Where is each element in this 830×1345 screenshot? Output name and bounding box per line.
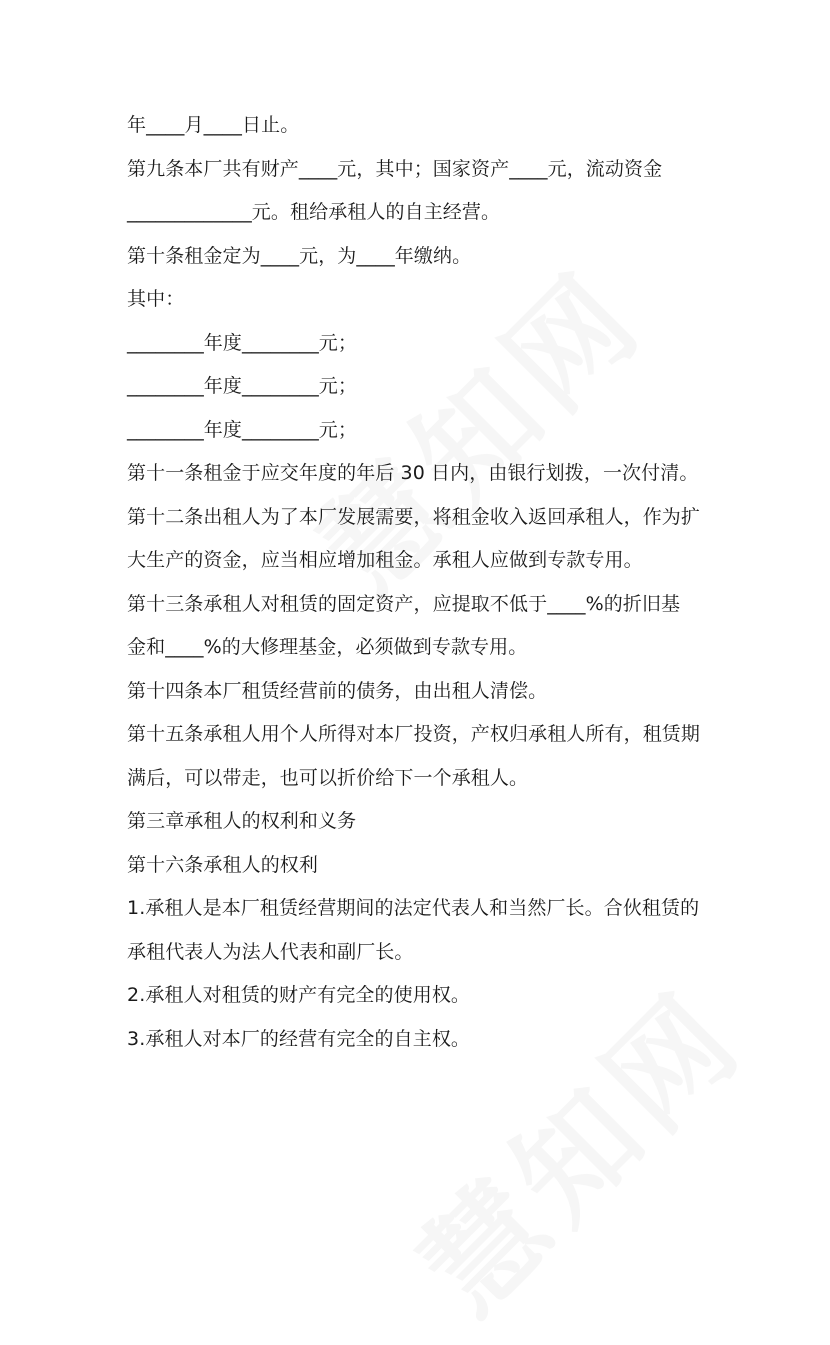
- text-line: 1.承租人是本厂租赁经营期间的法定代表人和当然厂长。合伙租赁的: [127, 897, 700, 919]
- text-line: 年____月____日止。: [127, 114, 300, 136]
- text-line: ________年度________元；: [127, 418, 358, 441]
- article-heading: 第十六条承租人的权利: [127, 853, 319, 876]
- chapter-heading: 第三章承租人的权利和义务: [127, 810, 357, 832]
- text-line: 承租代表人为法人代表和副厂长。: [127, 940, 414, 963]
- text-line: ________年度________元；: [127, 375, 358, 397]
- text-line: _____________元。租给承租人的自主经营。: [127, 201, 501, 223]
- text-line: 第九条本厂共有财产____元，其中；国家资产____元，流动资金: [127, 157, 663, 180]
- text-line: 第十三条承租人对租赁的固定资产，应提取不低于____%的折旧基: [127, 592, 681, 615]
- text-line: 第十一条租金于应交年度的年后 30 日内，由银行划拨，一次付清。: [127, 462, 699, 484]
- document-body: [127, 104, 727, 1061]
- text-line: 第十四条本厂租赁经营前的债务，由出租人清偿。: [127, 679, 548, 702]
- text-line: 第十条租金定为____元，为____年缴纳。: [127, 244, 472, 267]
- text-line: 满后，可以带走，也可以折价给下一个承租人。: [127, 766, 529, 789]
- text-line: 第十二条出租人为了本厂发展需要，将租金收入返回承租人，作为扩: [127, 505, 701, 528]
- text-line: 2.承租人对租赁的财产有完全的使用权。: [127, 984, 471, 1006]
- text-line: 大生产的资金，应当相应增加租金。承租人应做到专款专用。: [127, 549, 643, 571]
- text-line: 第十五条承租人用个人所得对本厂投资，产权归承租人所有，租赁期: [127, 723, 701, 745]
- text-line: ________年度________元；: [127, 331, 358, 354]
- text-line: 其中：: [127, 288, 185, 310]
- text-line: 3.承租人对本厂的经营有完全的自主权。: [127, 1027, 471, 1050]
- text-line: 金和____%的大修理基金，必须做到专款专用。: [127, 636, 528, 658]
